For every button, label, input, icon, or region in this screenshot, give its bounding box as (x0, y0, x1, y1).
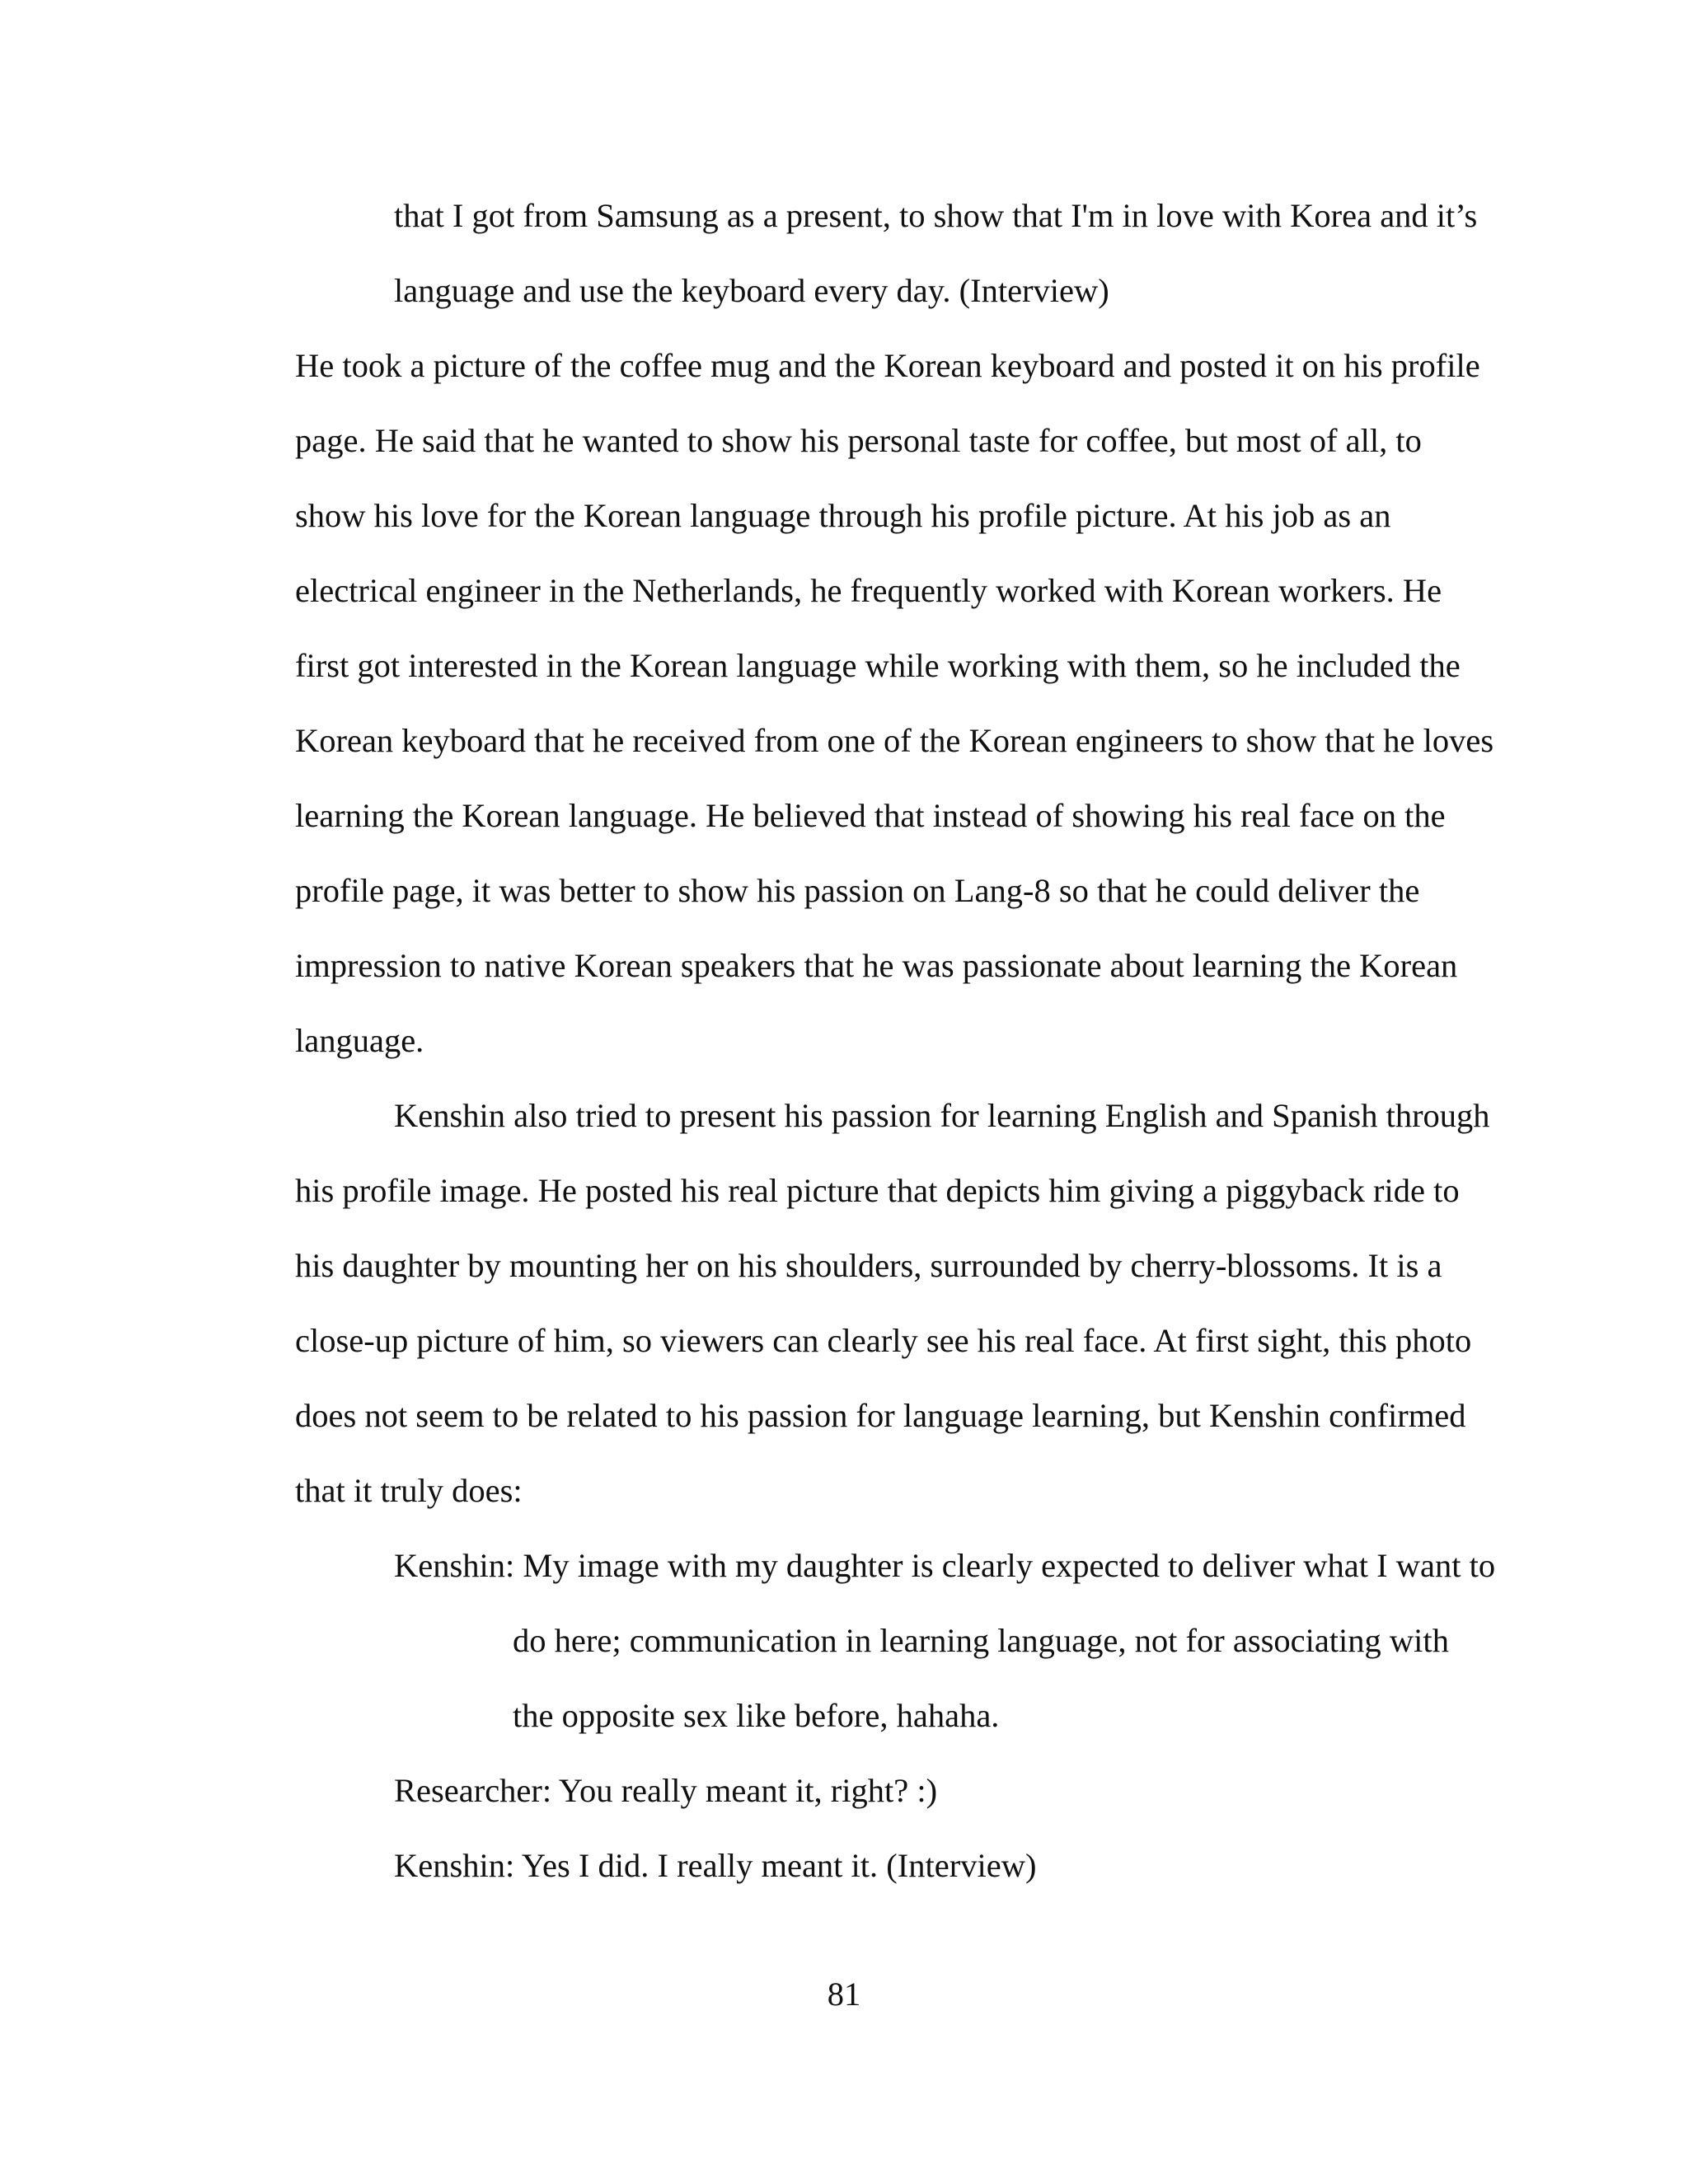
text-line: his daughter by mounting her on his shoulders, surrounded by cherry-blossoms. It is a (295, 1247, 1442, 1284)
text-line: electrical engineer in the Netherlands, he frequently worked with Korean workers. He (295, 572, 1442, 609)
text-line: show his love for the Korean language through his profile picture. At his job as an (295, 497, 1391, 534)
text-line: page. He said that he wanted to show his personal taste for coffee, but most of all, to (295, 422, 1422, 459)
text-line: his profile image. He posted his real picture that depicts him giving a piggyback ride to (295, 1172, 1460, 1209)
dialogue-line: Kenshin: My image with my daughter is clearly expected to deliver what I want to (394, 1547, 1496, 1584)
page-number: 81 (827, 1975, 861, 2013)
dialogue-line: do here; communication in learning language, not for associating with (513, 1622, 1449, 1659)
text-line: impression to native Korean speakers that he was passionate about learning the Korean (295, 947, 1458, 984)
text-line: learning the Korean language. He believed that instead of showing his real face on the (295, 797, 1446, 834)
text-line: profile page, it was better to show his passion on Lang-8 so that he could deliver the (295, 872, 1420, 909)
text-line: that it truly does: (295, 1472, 523, 1509)
text-line: first got interested in the Korean language while working with them, so he included the (295, 647, 1461, 684)
text-line: does not seem to be related to his passion for language learning, but Kenshin confirmed (295, 1397, 1466, 1434)
text-line: language and use the keyboard every day. (Interview) (394, 272, 1109, 309)
dialogue-line: Kenshin: Yes I did. I really meant it. (Interview) (394, 1847, 1037, 1884)
text-line: He took a picture of the coffee mug and the Korean keyboard and posted it on his profile (295, 347, 1480, 384)
text-line: that I got from Samsung as a present, to show that I'm in love with Korea and it’s (394, 197, 1478, 234)
text-line: language. (295, 1022, 424, 1059)
text-line: Kenshin also tried to present his passion for learning English and Spanish through (394, 1097, 1490, 1134)
text-line: Korean keyboard that he received from one of the Korean engineers to show that he loves (295, 722, 1494, 759)
dialogue-line: the opposite sex like before, hahaha. (513, 1697, 1000, 1734)
dialogue-line: Researcher: You really meant it, right? :) (394, 1772, 938, 1809)
text-line: close-up picture of him, so viewers can clearly see his real face. At first sight, this photo (295, 1322, 1472, 1359)
